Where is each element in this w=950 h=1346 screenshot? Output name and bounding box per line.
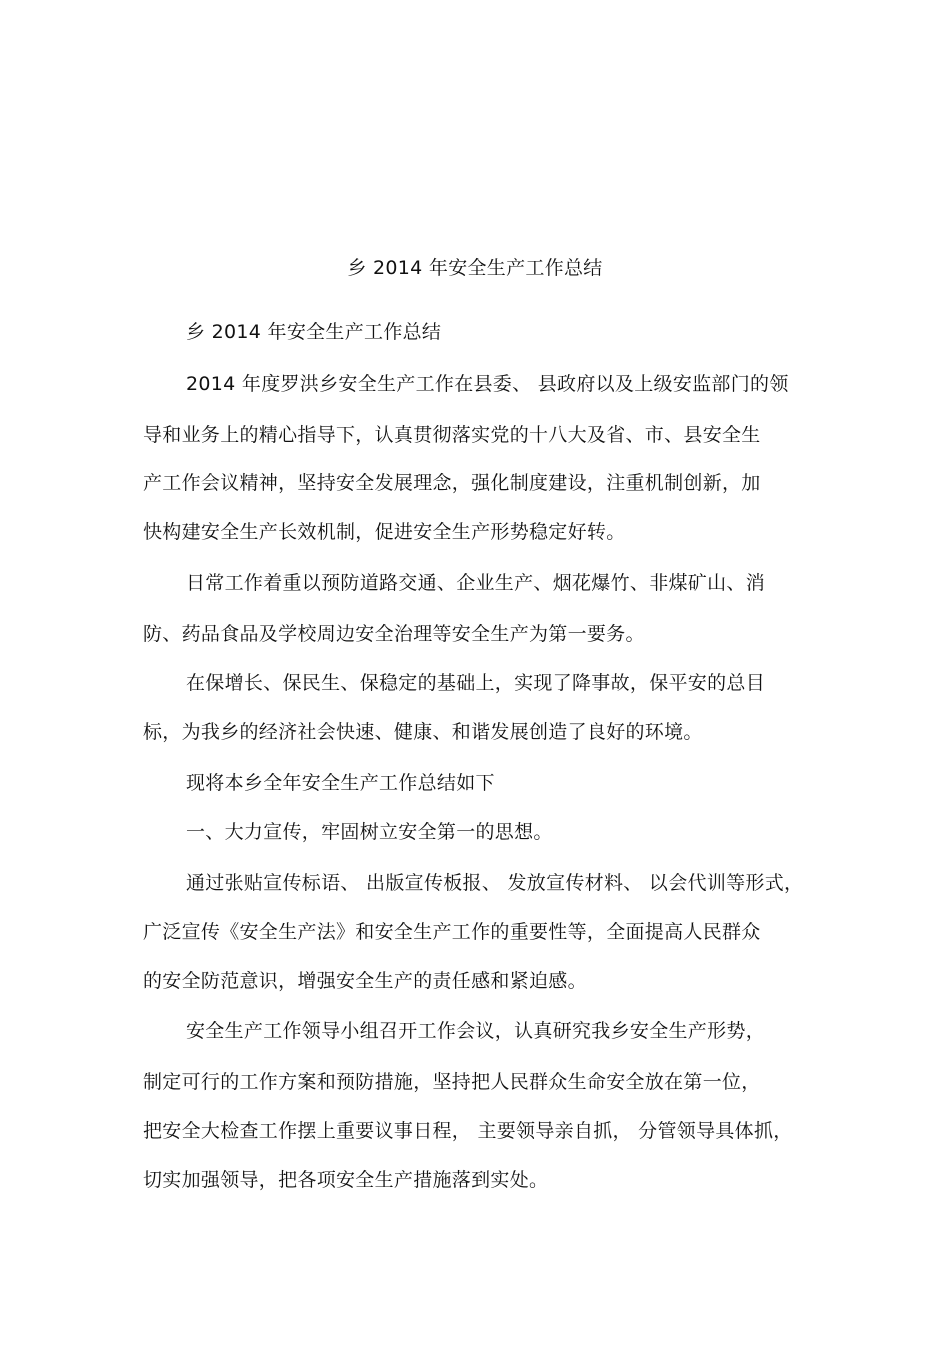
paragraph-line: 标，为我乡的经济社会快速、健康、和谐发展创造了良好的环境。 [143, 721, 703, 743]
paragraph-line: 防、药品食品及学校周边安全治理等安全生产为第一要务。 [143, 623, 645, 645]
paragraph-line: 广泛宣传《安全生产法》和安全生产工作的重要性等，全面提高人民群众 [143, 921, 761, 943]
paragraph-line: 2014 年度罗洪乡安全生产工作在县委、 县政府以及上级安监部门的领 [186, 373, 789, 395]
subtitle-line: 乡 2014 年安全生产工作总结 [186, 321, 442, 343]
paragraph-line: 快构建安全生产长效机制，促进安全生产形势稳定好转。 [143, 521, 626, 543]
paragraph-line: 制定可行的工作方案和预防措施，坚持把人民群众生命安全放在第一位， [143, 1071, 761, 1093]
paragraph-line: 日常工作着重以预防道路交通、企业生产、烟花爆竹、非煤矿山、消 [186, 572, 766, 594]
paragraph-line: 现将本乡全年安全生产工作总结如下 [186, 772, 495, 794]
paragraph-line: 产工作会议精神，坚持安全发展理念，强化制度建设，注重机制创新，加 [143, 472, 761, 494]
document-title: 乡 2014 年安全生产工作总结 [347, 257, 603, 279]
paragraph-line: 在保增长、保民生、保稳定的基础上，实现了降事故，保平安的总目 [186, 672, 766, 694]
paragraph-line: 切实加强领导，把各项安全生产措施落到实处。 [143, 1169, 549, 1191]
paragraph-line: 的安全防范意识，增强安全生产的责任感和紧迫感。 [143, 970, 587, 992]
paragraph-line: 通过张贴宣传标语、 出版宣传板报、 发放宣传材料、 以会代训等形式， [186, 872, 804, 894]
section-heading: 一、大力宣传，牢固树立安全第一的思想。 [186, 821, 553, 843]
paragraph-line: 把安全大检查工作摆上重要议事日程， 主要领导亲自抓， 分管领导具体抓， [143, 1120, 793, 1142]
paragraph-line: 安全生产工作领导小组召开工作会议，认真研究我乡安全生产形势， [186, 1020, 766, 1042]
paragraph-line: 导和业务上的精心指导下，认真贯彻落实党的十八大及省、市、县安全生 [143, 424, 761, 446]
